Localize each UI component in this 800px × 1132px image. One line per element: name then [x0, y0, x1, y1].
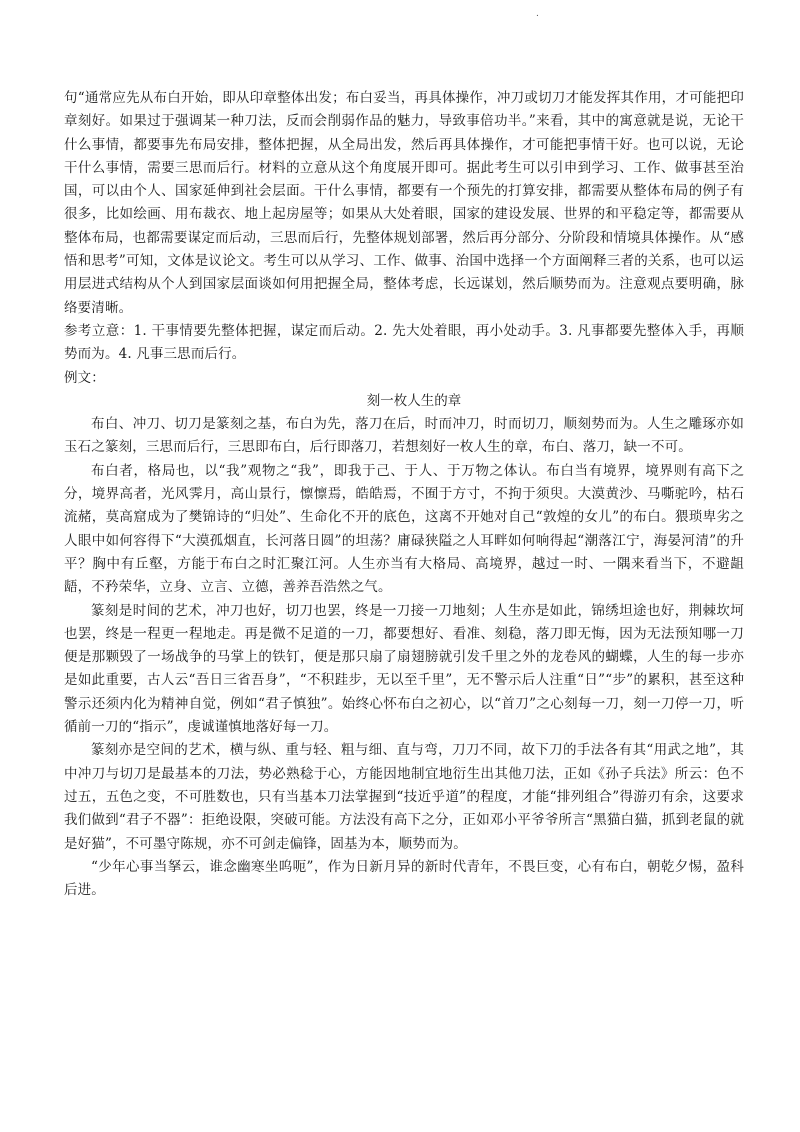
- analysis-paragraph: 句“通常应先从布白开始，即从印章整体出发；布白妥当，再具体操作，冲刀或切刀才能发挥其作用，才可能把印章刻好。如果过于强调某一种刀法，反而会削弱作品的魅力，导致事倍功半。”来看，其中的寓意就是说，无论干什么事情，都要事先布局安排，整体把握，从全局出发，然后再具体操作，才可能把事情干好。也可以说，无论干什么事情，需要三思而后行。材料的立意从这个角度展开即可。据此考生可以引申到学习、工作、做事甚至治国，可以由个人、国家延伸到社会层面。干什么事情，都要有一个预先的打算安排，都需要从整体布局的例子有很多，比如绘画、用布裁衣、地上起房屋等；如果从大处着眼，国家的建设发展、世界的和平稳定等，都需要从整体布局，也都需要谋定而后动，三思而后行，先整体规划部署，然后再分部分、分阶段和情境具体操作。从“感悟和思考”可知，文体是议论文。考生可以从学习、工作、做事、治国中选择一个方面阐释三者的关系，也可以运用层进式结构从个人到国家层面谈如何用把握全局，整体考虑，长远谋划，然后顺势而为。注意观点要明确，脉络要清晰。: [64, 90, 744, 316]
- essay-paragraph-3: 篆刻是时间的艺术，冲刀也好，切刀也罢，终是一刀接一刀地刻；人生亦是如此，锦绣坦途也好，荆棘坎坷也罢，终是一程更一程地走。再是微不足道的一刀，都要想好、看准、刻稳，落刀即无悔，因为无法预知哪一刀便是那颗毁了一场战争的马掌上的铁钉，便是那只扇了扇翅膀就引发千里之外的龙卷风的蝴蝶，人生的每一步亦是如此重要，古人云“吾日三省吾身”，“不积跬步，无以至千里”，无不警示后人注重“日”“步”的累积，甚至这种警示还须内化为精神自觉，例如“君子慎独”。始终心怀布白之初心，以“首刀”之心刻每一刀，刻一刀停一刀，听循前一刀的“指示”，虔诚谨慎地落好每一刀。: [64, 602, 744, 736]
- corner-mark: .: [536, 9, 539, 19]
- essay-paragraph-1: 布白、冲刀、切刀是篆刻之基，布白为先，落刀在后，时而冲刀，时而切刀，顺刻势而为。人生之雕琢亦如玉石之篆刻，三思而后行，三思即布白，后行即落刀，若想刻好一枚人生的章，布白、落刀，缺一不可。: [64, 416, 744, 456]
- reference-ideas: 参考立意：1. 干事情要先整体把握，谋定而后动。2. 先大处着眼，再小处动手。3. 凡事都要先整体入手，再顺势而为。4. 凡事三思而后行。: [64, 322, 744, 363]
- essay-paragraph-4: 篆刻亦是空间的艺术，横与纵、重与轻、粗与细、直与弯，刀刀不同，故下刀的手法各有其“用武之地”，其中冲刀与切刀是最基本的刀法，势必熟稔于心，方能因地制宜地衍生出其他刀法，正如《孙子兵法》所云：色不过五，五色之变，不可胜数也，只有当基本刀法掌握到“技近乎道”的程度，才能“排列组合”得游刃有余，这要求我们做到“君子不器”：拒绝设限，突破可能。方法没有高下之分，正如邓小平爷爷所言“黑猫白猫，抓到老鼠的就是好猫”，不可墨守陈规，亦不可剑走偏锋，固基为本，顺势而为。: [64, 742, 744, 852]
- essay-paragraph-5: “少年心事当拏云，谁念幽寒坐呜呃”，作为日新月异的新时代青年，不畏巨变，心有布白，朝乾夕惕，盈科后进。: [64, 858, 744, 899]
- essay-paragraph-2: 布白者，格局也，以“我”观物之“我”，即我于己、于人、于万物之体认。布白当有境界，境界则有高下之分，境界高者，光风霁月，高山景行，懔懔焉，皓皓焉，不囿于方寸，不拘于须臾。大漠黄沙、马嘶驼吟，枯石流赭，莫高窟成为了樊锦诗的“归处”、生命化不开的底色，这离不开她对自己“敦煌的女儿”的布白。猥琐卑劣之人眼中如何容得下“大漠孤烟直，长河落日圆”的坦荡？庸碌狭隘之人耳畔如何响得起“潮落江宁，海晏河清”的升平？胸中有丘壑，方能于布白之时汇聚江河。人生亦当有大格局、高境界，越过一时、一隅来看当下，不避龃龉，不矜荣华，立身、立言、立德，善养吾浩然之气。: [64, 462, 744, 596]
- essay-title: 刻一枚人生的章: [366, 392, 462, 409]
- document-body: [64, 87, 744, 902]
- example-label: 例文：: [64, 369, 105, 386]
